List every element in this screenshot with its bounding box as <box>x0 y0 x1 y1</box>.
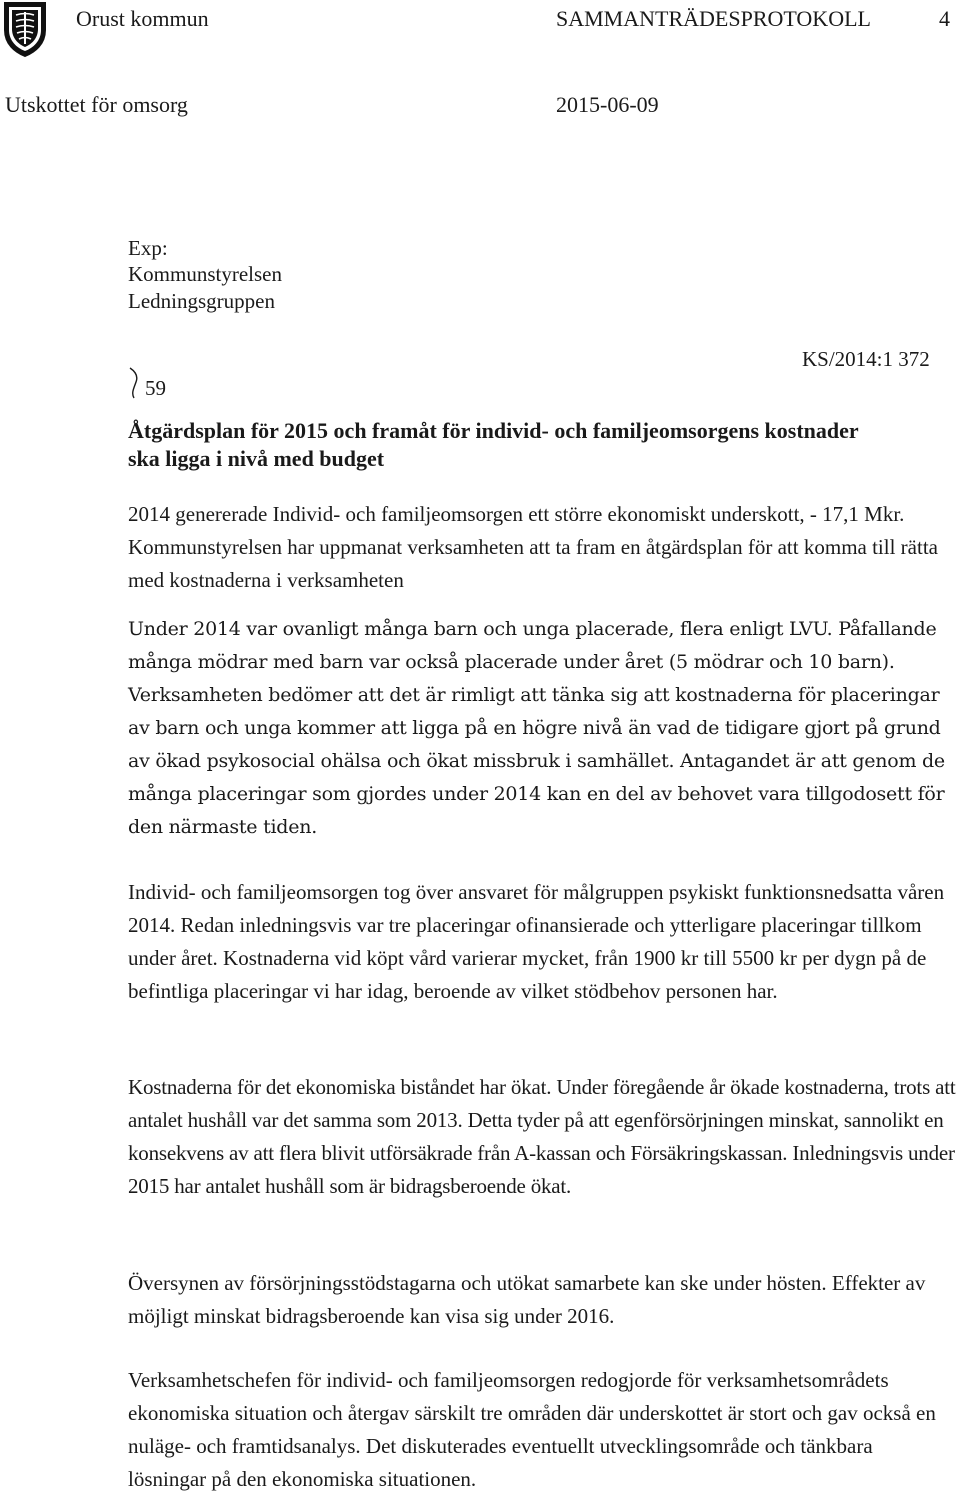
paragraph-manager-report: Verksamhetschefen för individ- och familjeomsorgen redogjorde för verksamhetsområdets ekonomiska situation och återgav särskilt tre områden där underskottet är stort och gav också en nuläge- och framtidsanalys. Det diskuterades eventuellt utvecklingsområde och tänkbara lösningar på den ekonomiska situationen. <box>128 1368 936 1491</box>
item-title-line-1: Åtgärdsplan för 2015 och framåt för individ- och familjeomsorgens kostnader <box>128 418 859 443</box>
coat-of-arms-icon <box>2 0 48 58</box>
distribution-recipient: Ledningsgruppen <box>128 289 275 313</box>
paragraph-review: Översynen av försörjningsstödstagarna och utökat samarbete kan ske under hösten. Effekter av möjligt minskat bidragsberoende kan visa sig under 2016. <box>128 1271 926 1328</box>
section-number: 59 <box>145 376 166 400</box>
document-type: SAMMANTRÄDESPROTOKOLL <box>556 6 871 31</box>
distribution-recipient: Kommunstyrelsen <box>128 262 282 286</box>
paragraph-deficit: 2014 genererade Individ- och familjeomsorgen ett större ekonomiskt underskott, - 17,1 Mkr. Kommunstyrelsen har uppmanat verksamheten att ta fram en åtgärdsplan för att komma till rätta med kostnaderna i verksamheten <box>128 502 938 592</box>
distribution-label: Exp: <box>128 236 168 260</box>
item-title-line-2: ska ligga i nivå med budget <box>128 446 385 471</box>
municipality-name: Orust kommun <box>76 6 209 31</box>
committee-name: Utskottet för omsorg <box>5 92 188 117</box>
paragraph-psychiatric: Individ- och familjeomsorgen tog över ansvaret för målgruppen psykiskt funktionsnedsatta våren 2014. Redan inledningsvis var tre placeringar ofinansierade och ytterligare placeringar tillkom under året. Kostnaderna vid köpt vård varierar mycket, från 1900 kr till 5500 kr per dygn på de befintliga placeringar vi har idag, beroende av vilket stödbehov personen har. <box>128 880 945 1003</box>
section-sign-icon <box>128 366 140 400</box>
paragraph-financial-aid: Kostnaderna för det ekonomiska biståndet har ökat. Under föregående år ökade kostnaderna, trots att antalet hushåll var det samma som 2013. Detta tyder på att egenförsörjningen minskat, sannolikt en konsekvens av att flera blivit utförsäkrade från A-kassan och Försäkringskassan. Inledningsvis under 2015 har antalet hushåll som är bidragsberoende ökat. <box>128 1075 956 1198</box>
page-number: 4 <box>939 6 950 31</box>
case-number: KS/2014:1 372 <box>802 347 930 371</box>
meeting-date: 2015-06-09 <box>556 92 659 117</box>
paragraph-placements: Under 2014 var ovanligt många barn och unga placerade, flera enligt LVU. Påfallande många mödrar med barn var också placerade under året (5 mödrar och 10 barn). Verksamheten bedömer att det är rimligt att tänka sig att kostnaderna för placeringar av barn och unga kommer att ligga på en högre nivå än vad de tidigare gjort på grund av ökad psykosocial ohälsa och ökat missbruk i samhället. Antagandet är att genom de många placeringar som gjordes under 2014 kan en del av behovet vara tillgodosett för den närmaste tiden. <box>128 618 945 838</box>
